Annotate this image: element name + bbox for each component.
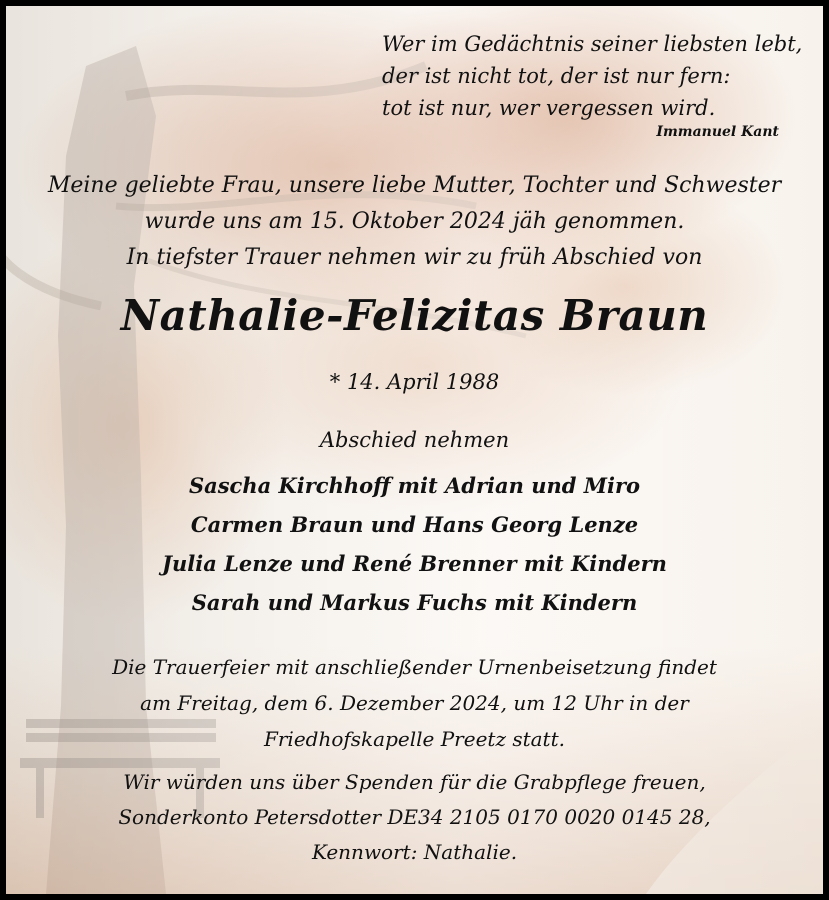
ceremony-line: am Freitag, dem 6. Dezember 2024, um 12 Uhr in der — [140, 691, 689, 715]
mourners-list — [6, 466, 823, 622]
quote-line: tot ist nur, wer vergessen wird. — [382, 96, 716, 120]
donation-info — [6, 765, 823, 870]
donation-line: Sonderkonto Petersdotter DE34 2105 0170 0020 0145 28, — [118, 805, 711, 829]
mourner-line: Julia Lenze und René Brenner mit Kindern — [162, 551, 667, 576]
obituary-card — [6, 6, 823, 894]
intro-line: Meine geliebte Frau, unsere liebe Mutter, Tochter und Schwester — [47, 173, 782, 198]
ceremony-info — [6, 649, 823, 757]
quote-author: Immanuel Kant — [656, 124, 779, 140]
donation-line: Wir würden uns über Spenden für die Grabpflege freuen, — [123, 770, 706, 794]
mourner-line: Sascha Kirchhoff mit Adrian und Miro — [188, 473, 641, 498]
deceased-name: Nathalie-Felizitas Braun — [120, 291, 709, 340]
mourner-line: Sarah und Markus Fuchs mit Kindern — [191, 590, 638, 615]
ceremony-line: Friedhofskapelle Preetz statt. — [263, 727, 565, 751]
quote-line: Wer im Gedächtnis seiner liebsten lebt, — [382, 32, 803, 56]
intro-line: In tiefster Trauer nehmen wir zu früh Abschied von — [126, 245, 703, 270]
donation-line: Kennwort: Nathalie. — [311, 840, 518, 864]
farewell-heading: Abschied nehmen — [319, 428, 510, 452]
mourner-line: Carmen Braun und Hans Georg Lenze — [190, 512, 639, 537]
birth-date: * 14. April 1988 — [329, 370, 500, 394]
quote-line: der ist nicht tot, der ist nur fern: — [382, 64, 731, 88]
ceremony-line: Die Trauerfeier mit anschließender Urnenbeisetzung findet — [112, 655, 717, 679]
intro-line: wurde uns am 15. Oktober 2024 jäh genommen. — [144, 209, 685, 234]
intro-text — [6, 168, 823, 276]
quote — [382, 28, 802, 124]
